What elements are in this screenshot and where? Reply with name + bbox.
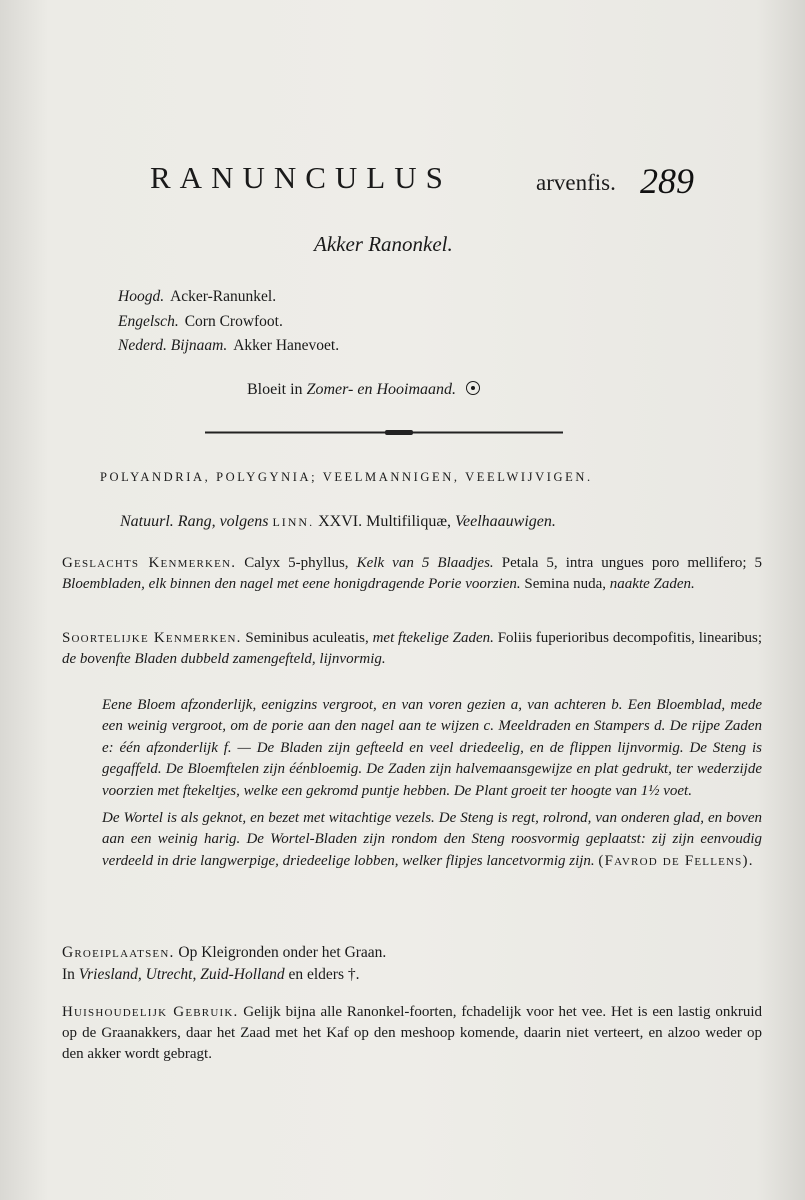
synonym-dutch (118, 337, 339, 355)
synonym-value: Corn Crowfoot. (184, 313, 283, 330)
bloom-months: Zomer- en Hooimaand. (306, 381, 457, 398)
order-label: Natuurl. Rang, volgens (120, 513, 269, 530)
section-heading: Soortelijke Kenmerken. (62, 630, 242, 646)
use-text: Gelijk bijna alle Ranonkel-foorten, fchadelijk voor het vee. Het is een lastig onkruid op de Graanakkers, daar het Zaad met het Kaf op den meshoop komende, daarin niet verteert, en alzoo weder op den akker wordt gebragt. (62, 1004, 763, 1062)
plate-number: 289 (640, 161, 694, 201)
text: de bovenfte Bladen dubbeld zamengefteld, lijnvormig. (62, 651, 386, 667)
section-heading: Geslachts Kenmerken. (62, 555, 237, 571)
ornamental-rule (205, 430, 563, 435)
bloom-period (247, 381, 480, 399)
synonym-english (118, 313, 283, 331)
region-list: Vriesland, Utrecht, Zuid-Holland (78, 966, 285, 983)
synonym-lang: Hoogd. (118, 288, 165, 305)
text: Foliis fuperioribus decompofitis, linearibus; (497, 630, 763, 646)
description-text: De Wortel is als geknot, en bezet met witachtige vezels. De Steng is regt, rolrond, van onderen glad, en boven aan een weinig harig. De Wortel-Bladen zijn rondom den Steng roosvormig geplaatst: zij zijn eenvoudig verdeeld in drie langwerpige, driedeelige lobben, welker flipjes lancetvormig zijn. (102, 810, 762, 869)
natural-order (120, 513, 556, 531)
bloom-prefix: Bloeit in (247, 381, 303, 398)
text: Petala 5, intra ungues poro mellifero; 5 (501, 555, 763, 571)
order-latin: Multifiliquæ, (366, 513, 452, 530)
section-heading: Huishoudelijk Gebruik. (62, 1004, 239, 1020)
region-suffix: en elders †. (288, 966, 360, 983)
text: met ftekelige Zaden. (372, 630, 494, 646)
order-linn: LINN. (272, 515, 315, 529)
annual-sign-icon (466, 381, 480, 395)
habitat (62, 944, 386, 962)
species-characters (62, 628, 762, 670)
synonym-value: Acker-Ranunkel. (170, 288, 277, 305)
synonym-lang: Engelsch. (118, 313, 179, 330)
order-dutch: Veelhaauwigen. (455, 513, 556, 530)
text: naakte Zaden. (609, 576, 695, 592)
text: Bloembladen, elk binnen den nagel met eene honigdragende Porie voorzien. (62, 576, 521, 592)
plate-description (102, 695, 762, 872)
description-paragraph (102, 808, 762, 872)
description-paragraph: Eene Bloem afzonderlijk, eenigzins vergroot, en van voren gezien a, van achteren b. Een Bloemblad, mede een weinig vergroot, om de porie aan den nagel aan te wijzen c. Meeldraden en Stampers d. De rijpe Zaden e: één afzonderlijk f. — De Bladen zijn gefteeld en veel driedeelig, en de flippen lijnvormig. De Steng is gegaffeld. De Bloemftelen zijn éénbloemig. De Zaden zijn halvemaansgewijze en plat gedrukt, ter wederzijde voorzien met ftekeltjes, welke een gekromd puntje hebben. De Plant groeit ter hoogte van 1½ voet. (102, 697, 762, 799)
synonym-lang: Nederd. Bijnaam. (118, 337, 228, 354)
text: Calyx 5-phyllus, (244, 555, 349, 571)
text: Seminibus aculeatis, (245, 630, 369, 646)
description-source: (Favrod de Fellens). (598, 852, 754, 869)
section-heading: Groeiplaatsen. (62, 944, 175, 961)
region-prefix: In (62, 966, 75, 983)
household-use (62, 1002, 762, 1065)
habitat-text: Op Kleigronden onder het Graan. (178, 944, 387, 961)
genus-title: RANUNCULUS (150, 160, 452, 195)
text: Kelk van 5 Blaadjes. (356, 555, 494, 571)
dutch-name: Akker Ranonkel. (314, 232, 453, 256)
classification: POLYANDRIA, POLYGYNIA; VEELMANNIGEN, VEELWIJVIGEN. (100, 470, 593, 484)
species-name: arvenfis. (536, 170, 616, 195)
synonym-value: Akker Hanevoet. (233, 337, 340, 354)
text: Semina nuda, (524, 576, 607, 592)
habitat-regions (62, 966, 359, 984)
synonym-german (118, 288, 276, 306)
genus-characters (62, 553, 762, 595)
order-number: XXVI. (318, 513, 363, 530)
